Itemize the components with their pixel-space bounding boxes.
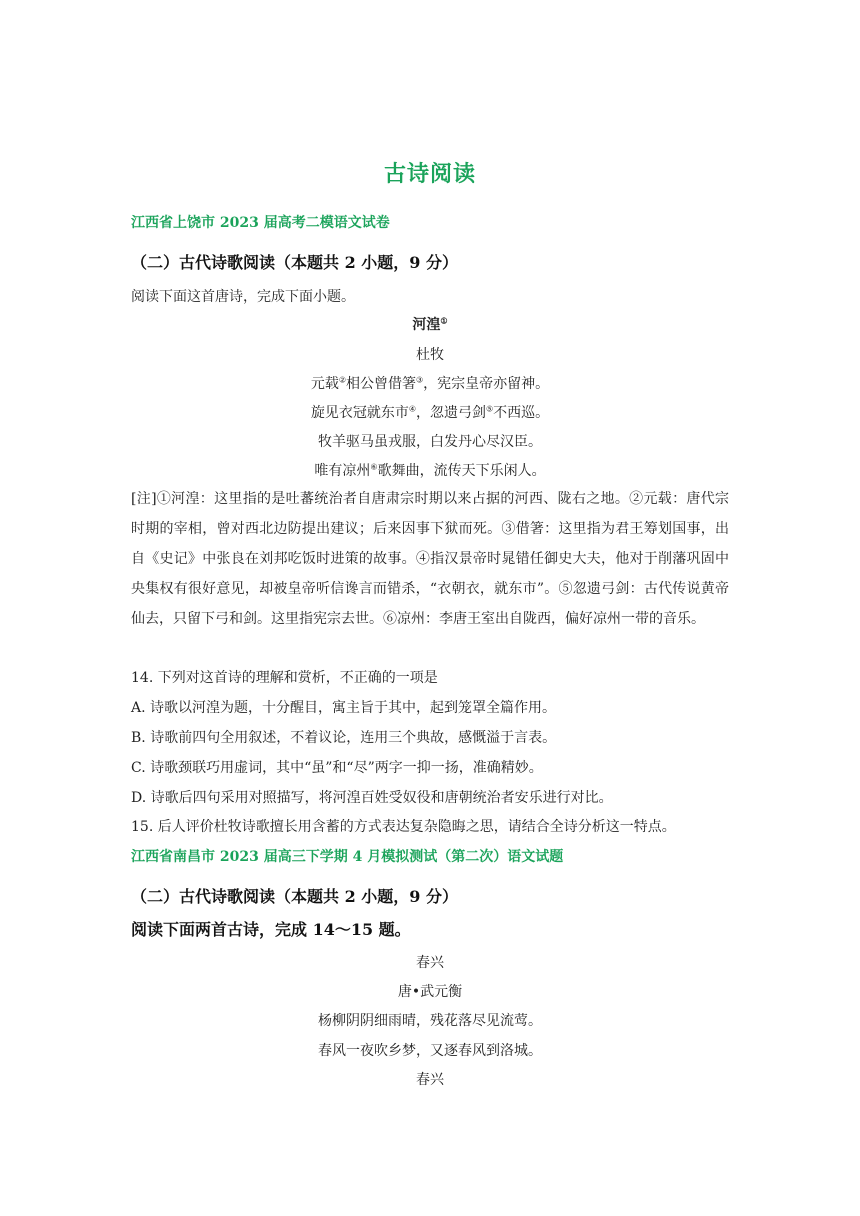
- poem1-line-2: 旋见衣冠就东市④，忽遗弓剑⑤不西巡。: [310, 404, 550, 421]
- section-heading-2: （二）古代诗歌阅读（本题共 2 小题，9 分）: [131, 887, 458, 906]
- poem2-line-1: 杨柳阴阴细雨晴，残花落尽见流莺。: [318, 1013, 542, 1029]
- instruction-2: 阅读下面两首古诗，完成 14～15 题。: [131, 920, 411, 939]
- document-title: 古诗阅读: [383, 161, 476, 187]
- poem1-line-1: 元载②相公曾借箸③，宪宗皇帝亦留神。: [310, 375, 550, 392]
- poem1-title: 河湟①: [412, 315, 448, 333]
- section-heading-1: （二）古代诗歌阅读（本题共 2 小题，9 分）: [131, 253, 458, 272]
- source-heading-1: 江西省上饶市 2023 届高考二模语文试卷: [131, 215, 390, 231]
- option-b: B. 诗歌前四句全用叙述，不着议论，连用三个典故，感慨溢于言表。: [131, 730, 557, 746]
- poem1-author: 杜牧: [416, 347, 444, 363]
- question-15: 15. 后人评价杜牧诗歌擅长用含蓄的方式表达复杂隐晦之思，请结合全诗分析这一特点。: [131, 819, 676, 835]
- question-14: 14. 下列对这首诗的理解和赏析，不正确的一项是: [131, 670, 438, 686]
- instruction-1: 阅读下面这首唐诗，完成下面小题。: [131, 289, 355, 305]
- option-d: D. 诗歌后四句采用对照描写，将河湟百姓受奴役和唐朝统治者安乐进行对比。: [131, 790, 613, 806]
- poem2-title: 春兴: [416, 955, 444, 971]
- poem1-line-4: 唯有凉州⑥歌舞曲，流传天下乐闲人。: [314, 462, 546, 479]
- poem2-line-2: 春风一夜吹乡梦，又逐春风到洛城。: [318, 1043, 542, 1059]
- option-c: C. 诗歌颈联巧用虚词，其中“虽”和“尽”两字一抑一扬，准确精妙。: [131, 760, 543, 776]
- poem1-notes: [注]①河湟：这里指的是吐蕃统治者自唐肃宗时期以来占据的河西、陇右之地。②元载：唐代宗时期的宰相，曾对西北边防提出建议；后来因事下狱而死。③借箸：这里指为君王筹划国事，出自《史记》中张良在刘邦吃饭时进策的故事。④指汉景帝时晁错任御史大夫，他对于削藩巩固中央集权有很好意见，却被皇帝听信谗言而错杀，“衣朝衣，就东市”。⑤忽遗弓剑：古代传说黄帝仙去，只留下弓和剑。这里指宪宗去世。⑥凉州：李唐王室出自陇西，偏好凉州一带的音乐。: [131, 491, 729, 627]
- poem1-line-3: 牧羊驱马虽戎服，白发丹心尽汉臣。: [318, 434, 542, 450]
- poem3-title: 春兴: [416, 1072, 444, 1088]
- source-heading-2: 江西省南昌市 2023 届高三下学期 4 月模拟测试（第二次）语文试题: [131, 849, 564, 865]
- option-a: A. 诗歌以河湟为题，十分醒目，寓主旨于其中，起到笼罩全篇作用。: [131, 700, 557, 716]
- poem2-author: 唐•武元衡: [397, 984, 463, 1000]
